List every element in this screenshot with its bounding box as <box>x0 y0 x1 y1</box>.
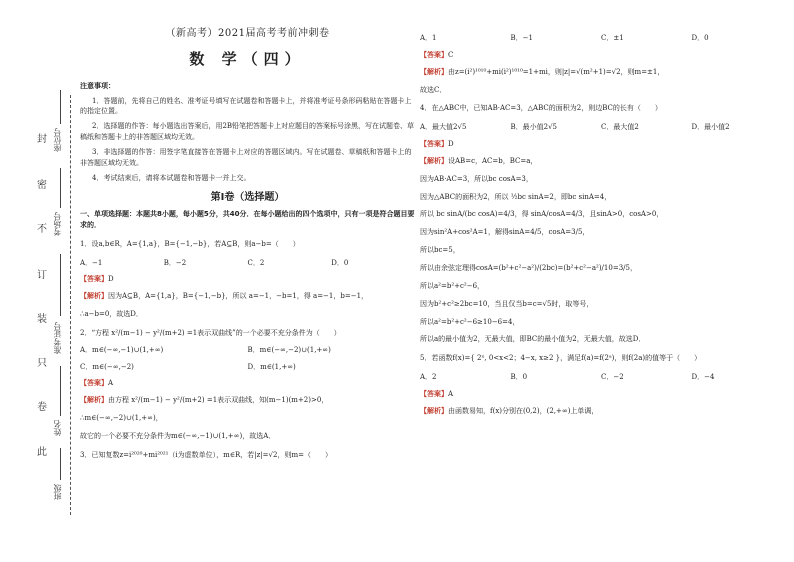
answer-value: D <box>108 275 114 284</box>
option: D．m∈(1,+∞) <box>247 362 296 371</box>
explanation-tag: 【解析】 <box>80 292 108 301</box>
field-underline <box>60 254 61 316</box>
explanation-tag: 【解析】 <box>420 406 448 415</box>
seal-char: 只 <box>37 358 47 369</box>
option: A．2 <box>420 373 437 382</box>
seal-char: 密 <box>37 180 47 191</box>
question-5: 5．若函数f(x)={ 2ˣ, 0<x<2；4−x, x≥2 }，满足f(a)=f(2ᵃ)，则f(2a)的值等于（ ） <box>420 354 702 363</box>
answer-value: A <box>448 389 454 398</box>
option: C．−2 <box>601 373 624 382</box>
option: D．0 <box>691 34 709 42</box>
seal-char: 卷 <box>37 402 47 413</box>
answer-line <box>420 50 782 61</box>
option: B．−1 <box>510 34 533 42</box>
field-underline <box>60 448 61 480</box>
question-2: 2．“方程 x²/(m−1) − y²/(m+2) =1表示双曲线”的一个必要不充分条件为（ ） <box>80 328 341 337</box>
explanation-text: 所以 bc sinA/(bc cosA)=4/3，得 sinA/cosA=4/3，且sinA>0，cosA>0， <box>420 210 664 219</box>
explanation-line <box>420 67 782 78</box>
seal-char: 装 <box>37 314 47 325</box>
field-underline <box>60 168 61 208</box>
question-4: 4．在△ABC中，已知AB·AC=3，△ABC的面积为2，则边BC的长有（ ） <box>420 104 662 113</box>
explanation-text: 由z=(i²)¹⁰¹⁰+mi(i²)¹⁰¹⁰=1+mi，则|z|=√(m²+1)=√2，则m=±1， <box>448 67 665 76</box>
answer-line <box>420 389 782 400</box>
answer-line <box>80 378 415 389</box>
explanation-tag: 【解析】 <box>420 156 448 165</box>
explanation-line <box>420 156 782 167</box>
answer-tag: 【答案】 <box>80 379 108 388</box>
explanation-text: 因为△ABC的面积为2，所以 ½bc sinA=2，即bc sinA=4， <box>420 192 612 201</box>
explanation-line <box>80 395 415 406</box>
answer-value: D <box>448 140 454 149</box>
answer-line <box>420 139 782 150</box>
explanation-text: 设AB=c，AC=b，BC=a， <box>448 156 538 165</box>
subject-title: 数 学（四） <box>189 49 306 68</box>
explanation-tag: 【解析】 <box>80 396 108 405</box>
explanation-line <box>420 406 782 417</box>
explanation-text: 所以a²=b²+c²−6， <box>420 281 485 290</box>
option: C．±1 <box>601 34 624 42</box>
explanation-text: 由方程 x²/(m−1) − y²/(m+2) =1表示双曲线，知(m−1)(m+2)>0， <box>108 396 329 405</box>
answer-value: A <box>108 379 114 388</box>
explanation-text: 故它的一个必要不充分条件为m∈(−∞,−1)∪(1,+∞)，故选A． <box>80 431 276 440</box>
seal-char: 订 <box>37 270 47 281</box>
note-item: 1．答题前，先将自己的姓名、准考证号填写在试题卷和答题卡上，并将准考证号条形码粘贴在答题卡上的指定位置。 <box>80 96 412 116</box>
explanation-text: 因为sin²A+cos²A=1，解得sinA=4/5，cosA=3/5， <box>420 228 590 237</box>
option: D．最小值2 <box>691 123 730 132</box>
question-1-options <box>80 258 415 269</box>
right-column <box>420 33 782 423</box>
answer-tag: 【答案】 <box>420 50 448 59</box>
answer-tag: 【答案】 <box>420 389 448 398</box>
explanation-text: 所以a的最小值为2，无最大值，即BC的最小值为2，无最大值，故选D． <box>420 335 646 344</box>
note-item: 3．非选择题的作答：用签字笔直接答在答题卡上对应的答题区域内。写在试题卷、草稿纸和答题卡上的非答题区域均无效。 <box>80 147 412 167</box>
seat-number-field: 座位号 <box>53 128 62 152</box>
question-4-options <box>420 122 782 133</box>
seal-dashed-line <box>70 95 71 515</box>
class-field: 班级 <box>53 484 62 500</box>
explanation-text: ∴m∈(−∞,−2)∪(1,+∞)， <box>80 414 163 423</box>
note-item: 2．选择题的作答：每小题选出答案后，用2B铅笔把答题卡上对应题目的答案标号涂黑，写在试题卷、草稿纸和答题卡上的非答题区域均无效。 <box>80 122 415 142</box>
section-instructions: 一、单项选择题：本题共8小题，每小题5分，共40分．在每小题给出的四个选项中，只有一项是符合题目要求的． <box>80 210 415 229</box>
notes-heading: 注意事项： <box>80 81 115 90</box>
option: A．−1 <box>80 258 103 267</box>
seal-char: 不 <box>37 224 47 235</box>
explanation-tag: 【解析】 <box>420 67 448 76</box>
explanation-text: ∴a−b=0，故选D． <box>80 310 143 319</box>
answer-tag: 【答案】 <box>420 140 448 149</box>
explanation-text: 所以a²=b²+c²−6≥10−6=4， <box>420 317 520 326</box>
option: B．0 <box>510 373 528 382</box>
explanation-text: 所以由余弦定理得cosA=(b²+c²−a²)/(2bc)=(b²+c²−a²)/10=3/5， <box>420 263 637 272</box>
note-item: 4．考试结束后，请将本试题卷和答题卡一并上交。 <box>92 173 251 182</box>
left-column <box>80 26 415 465</box>
option: C．2 <box>247 258 265 267</box>
binding-margin <box>0 0 70 562</box>
explanation-text: 所以bc=5， <box>420 246 460 255</box>
question-2-options <box>80 345 415 356</box>
explanation-line <box>80 291 415 302</box>
answer-tag: 【答案】 <box>80 275 108 284</box>
answer-value: C <box>448 50 454 59</box>
part-title: 第Ⅰ卷（选择题） <box>210 191 285 203</box>
question-2-options <box>80 362 415 373</box>
answer-line <box>80 274 415 285</box>
option: A．最大值2√5 <box>420 123 467 132</box>
question-1: 1．设a,b∈R，A={1,a}，B={−1,−b}，若A⊆B，则a−b=（ ） <box>80 239 300 248</box>
option: D．−4 <box>691 373 715 382</box>
question-5-options <box>420 372 782 383</box>
seal-char: 此 <box>37 447 47 458</box>
seal-char: 封 <box>37 134 47 145</box>
explanation-text: 因为b²+c²≥2bc=10，当且仅当b=c=√5时，取等号， <box>420 299 594 308</box>
option: D．0 <box>331 258 349 267</box>
question-3-options <box>420 33 782 44</box>
option: A．1 <box>420 34 437 42</box>
name-field: 姓名 <box>53 420 62 436</box>
admission-number-field: 准考证号 <box>53 322 62 354</box>
option: B．最小值2√5 <box>510 123 558 132</box>
field-underline <box>60 90 61 124</box>
field-underline <box>60 366 61 416</box>
explanation-text: 因为AB·AC=3，所以bc cosA=3， <box>420 174 533 183</box>
exam-room-field: 考场号 <box>53 212 62 236</box>
explanation-text: 故选C． <box>420 85 447 94</box>
option: B．−2 <box>163 258 187 267</box>
question-3: 3．已知复数z=i²⁰²⁰+mi²⁰²¹（i为虚数单位），m∈R，若|z|=√2，则m=（ ） <box>80 450 332 459</box>
option: C．m∈(−∞,−2) <box>80 362 134 371</box>
option: C．最大值2 <box>601 123 639 132</box>
option: B．m∈(−∞,−2)∪(1,+∞) <box>247 345 331 354</box>
explanation-text: 因为A⊆B，A={1,a}，B={−1,−b}，所以 a=−1，−b=1，得 a=−1，b=−1， <box>108 292 369 301</box>
paper-title: （新高考）2021届高考考前冲刺卷 <box>165 28 330 39</box>
option: A．m∈(−∞,−1)∪(1,+∞) <box>80 345 164 354</box>
explanation-text: 由函数易知，f(x)分别在(0,2)，(2,+∞)上单调， <box>448 406 599 415</box>
